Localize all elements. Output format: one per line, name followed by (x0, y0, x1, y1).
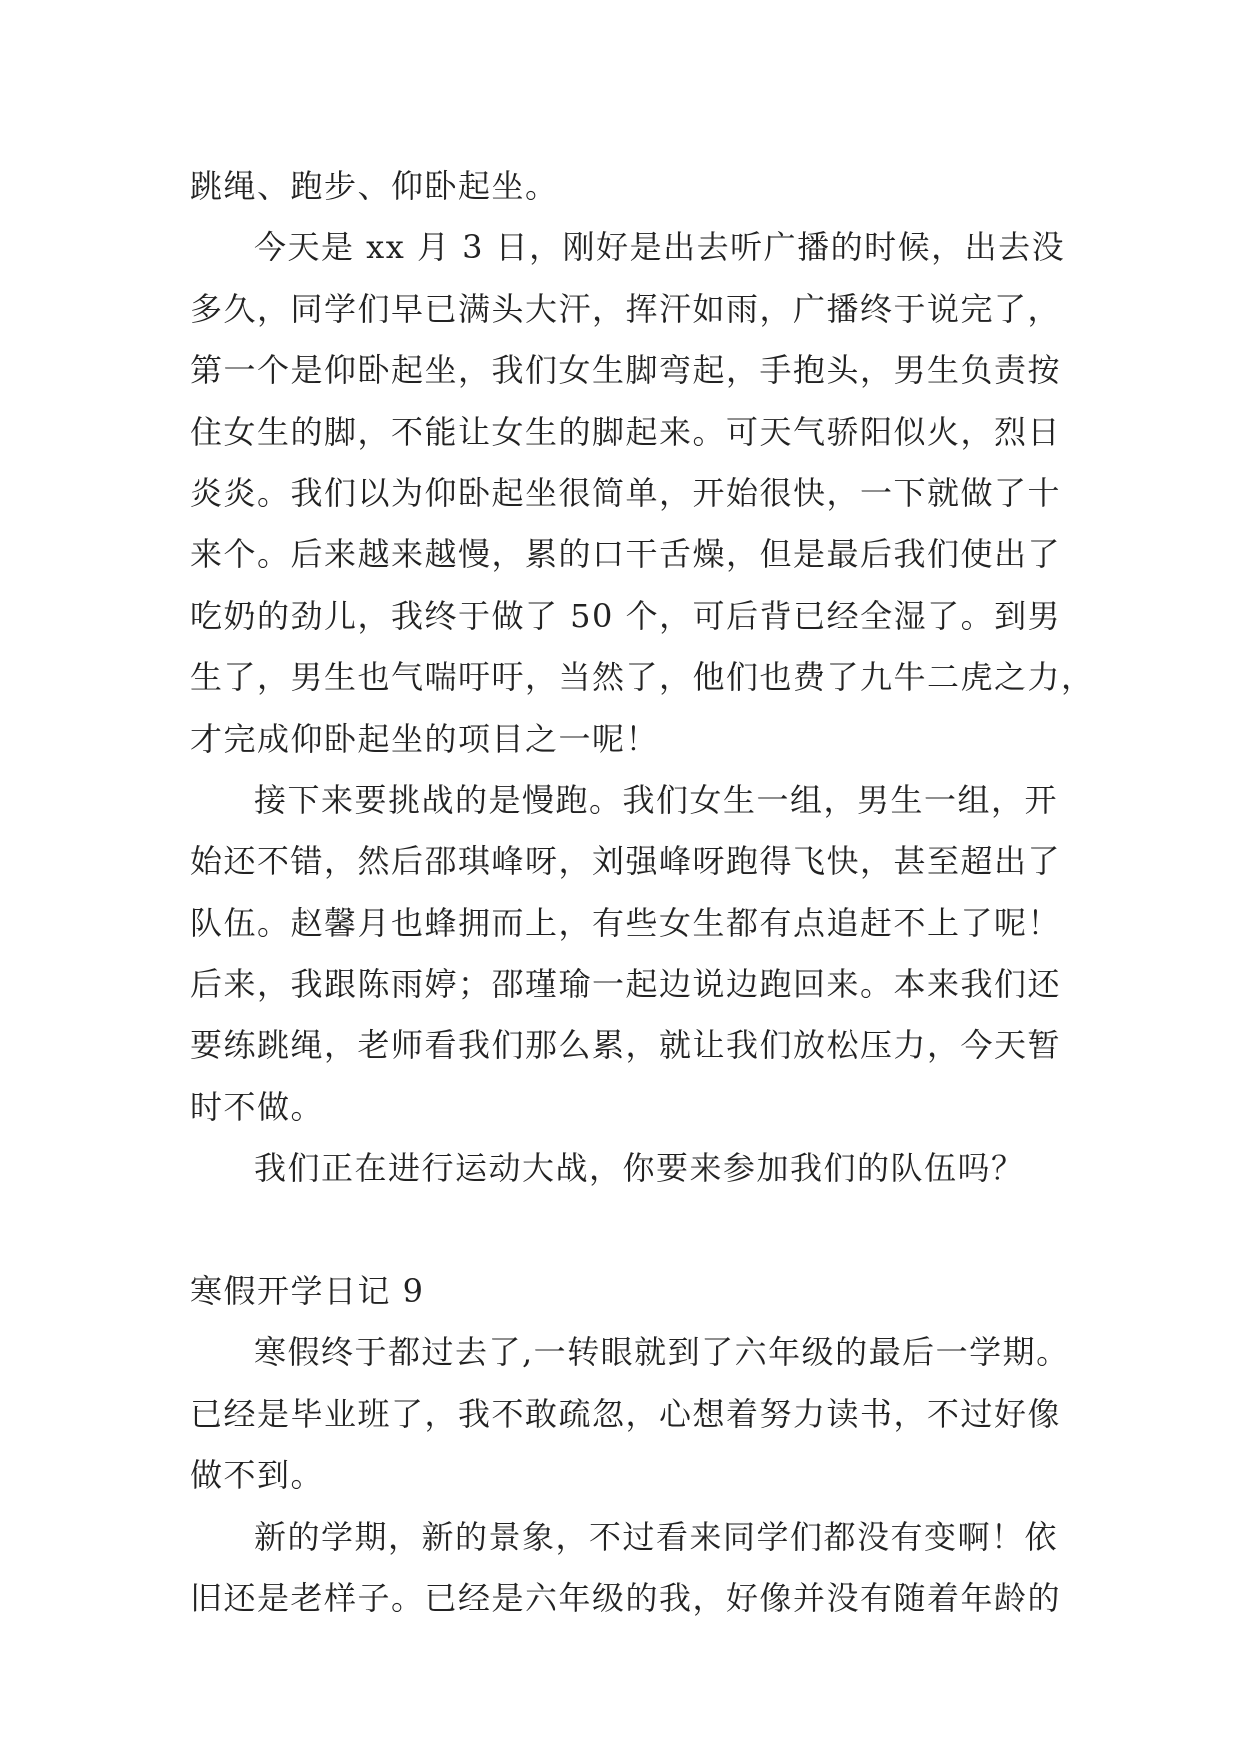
paragraph-line: 生了，男生也气喘吁吁，当然了，他们也费了九牛二虎之力， (190, 658, 1095, 697)
paragraph-line: 炎炎。我们以为仰卧起坐很简单，开始很快，一下就做了十 (190, 473, 1062, 512)
paragraph-line: 来个。后来越来越慢，累的口干舌燥，但是最后我们使出了 (190, 535, 1062, 574)
paragraph-line: 跳绳、跑步、仰卧起坐。 (190, 167, 559, 205)
paragraph-line: 旧还是老样子。已经是六年级的我，好像并没有随着年龄的 (190, 1578, 1062, 1617)
section-heading: 寒假开学日记 9 (190, 1272, 425, 1311)
paragraph-line: 已经是毕业班了，我不敢疏忽，心想着努力读书，不过好像 (190, 1394, 1062, 1433)
paragraph-line: 时不做。 (190, 1087, 325, 1126)
paragraph-line: 第一个是仰卧起坐，我们女生脚弯起，手抱头，男生负责按 (190, 351, 1062, 390)
blank-line (190, 1200, 1070, 1261)
paragraph-line: 住女生的脚，不能让女生的脚起来。可天气骄阳似火，烈日 (190, 412, 1062, 451)
paragraph-line: 今天是 xx 月 3 日，刚好是出去听广播的时候，出去没 (254, 228, 1066, 267)
paragraph-line: 后来，我跟陈雨婷；邵瑾瑜一起边说边跑回来。本来我们还 (190, 965, 1062, 1004)
paragraph-line: 队伍。赵馨月也蜂拥而上，有些女生都有点追赶不上了呢！ (190, 903, 1062, 942)
paragraph-line: 接下来要挑战的是慢跑。我们女生一组，男生一组，开 (254, 780, 1059, 819)
paragraph-line: 我们正在进行运动大战，你要来参加我们的队伍吗？ (254, 1149, 1025, 1188)
paragraph-line: 做不到。 (190, 1456, 325, 1495)
paragraph-line: 新的学期，新的景象，不过看来同学们都没有变啊！依 (254, 1517, 1059, 1556)
paragraph-line: 寒假终于都过去了,一转眼就到了六年级的最后一学期。 (254, 1333, 1070, 1372)
paragraph-line: 才完成仰卧起坐的项目之一呢！ (190, 719, 660, 758)
paragraph-line: 吃奶的劲儿，我终于做了 50 个，可后背已经全湿了。到男 (190, 596, 1062, 635)
document-body (190, 156, 1095, 1629)
paragraph-line: 要练跳绳，老师看我们那么累，就让我们放松压力，今天暂 (190, 1026, 1062, 1065)
paragraph-line: 多久，同学们早已满头大汗，挥汗如雨，广播终于说完了， (190, 289, 1062, 328)
paragraph-line: 始还不错，然后邵琪峰呀，刘强峰呀跑得飞快，甚至超出了 (190, 842, 1062, 881)
